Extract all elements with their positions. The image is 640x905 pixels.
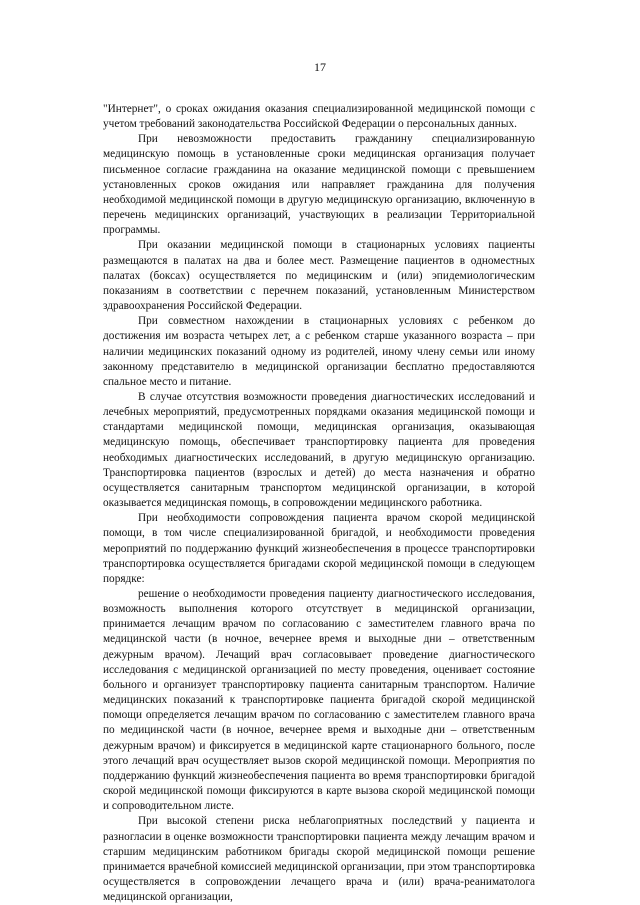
paragraph: При совместном нахождении в стационарных условиях с ребенком до достижения им возраста четырех лет, а с ребенком старше указанного возраста – при наличии медицинских показаний одному из родителей, иному члену семьи или иному законному представителю в медицинской организации бесплатно предоставляются спальное место и питание.	[103, 315, 535, 388]
paragraph: При оказании медицинской помощи в стационарных условиях пациенты размещаются в палатах на два и более мест. Размещение пациентов в одноместных палатах (боксах) осуществляется по медицинским и (или) эпидемиологическим показаниям в соответствии с перечнем показаний, установленным Министерством здравоохранения Российской Федерации.	[103, 239, 535, 313]
paragraph: При необходимости сопровождения пациента врачом скорой медицинской помощи, в том числе специализированной бригадой, и необходимости проведения мероприятий по поддержанию функций жизнеобеспечения в процессе транспортировки транспортировка осуществляется бригадами скорой медицинской помощи в следующем порядке:	[103, 512, 535, 585]
document-body	[103, 102, 535, 905]
paragraph: В случае отсутствия возможности проведения диагностических исследований и лечебных мероприятий, предусмотренных порядками оказания медицинской помощи и стандартами медицинской помощи, медицинская организация, оказывающая медицинскую помощь, обеспечивает транспортировку пациента для проведения необходимых диагностических исследований, в другую медицинскую организацию. Транспортировка пациентов (взрослых и детей) до места назначения и обратно осуществляется санитарным транспортом медицинской организации, в которой оказывается медицинская помощь, в сопровождении медицинского работника.	[103, 390, 535, 510]
paragraph: "Интернет", о сроках ожидания оказания специализированной медицинской помощи с учетом требований законодательства Российской Федерации о персональных данных.	[103, 103, 535, 131]
paragraph: решение о необходимости проведения пациенту диагностического исследования, возможность выполнения которого отсутствует в медицинской организации, принимается лечащим врачом по согласованию с заместителем главного врача по медицинской части (в ночное, вечернее время и выходные дни – ответственным дежурным врачом). Лечащий врач согласовывает проведение диагностического исследования с медицинской организацией по месту проведения, оценивает состояние больного и организует транспортировку пациента санитарным транспортом. Наличие медицинских показаний к транспортировке пациента бригадой скорой медицинской помощи определяется лечащим врачом по согласованию с заместителем главного врача по медицинской части (в ночное, вечернее время и выходные дни – ответственным дежурным врачом) и фиксируется в медицинской карте стационарного больного, после этого лечащий врач осуществляет вызов скорой медицинской помощи. Мероприятия по поддержанию функций жизнеобеспечения пациента во время транспортировки бригадой скорой медицинской помощи фиксируются в карте вызова скорой медицинской помощи и сопроводительном листе.	[103, 588, 535, 813]
page-number: 17	[314, 60, 326, 74]
paragraph: При невозможности предоставить гражданину специализированную медицинскую помощь в установленные сроки медицинская организация получает письменное согласие гражданина на оказание медицинской помощи с превышением установленных сроков ожидания или направляет гражданина для получения необходимой медицинской помощи в другую медицинскую организацию, включенную в перечень медицинских организаций, участвующих в реализации Территориальной программы.	[103, 133, 535, 237]
paragraph: При высокой степени риска неблагоприятных последствий у пациента и разногласии в оценке возможности транспортировки пациента между лечащим врачом и старшим медицинским работником бригады скорой медицинской помощи решение принимается врачебной комиссией медицинской организации, при этом транспортировка осуществляется в сопровождении лечащего врача и (или) врача-реаниматолога медицинской организации,	[103, 815, 535, 904]
